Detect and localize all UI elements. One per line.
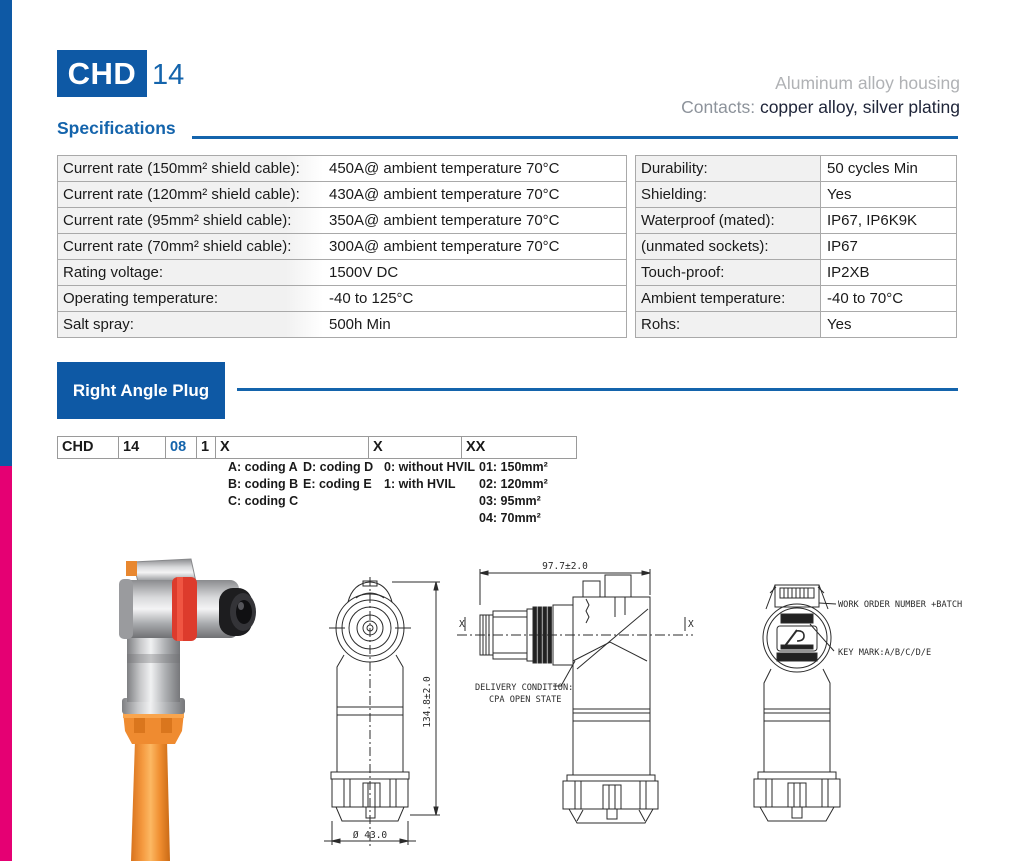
- coding-line: D: coding D: [303, 460, 374, 474]
- spec-value: Yes: [821, 312, 956, 337]
- spec-value: 1500V DC: [323, 260, 626, 285]
- coding-column-letters-2: [303, 459, 373, 493]
- accent-bar-blue: [0, 0, 12, 466]
- coding-column-letters-1: [228, 459, 298, 510]
- spec-value: 500h Min: [323, 312, 626, 337]
- coding-column-cable-size: [479, 459, 548, 527]
- delivery-condition-line2: CPA OPEN STATE: [489, 695, 562, 705]
- part-number-table: [57, 436, 577, 459]
- spec-value: 430A@ ambient temperature 70°C: [323, 182, 626, 207]
- table-row: [58, 312, 626, 338]
- front-diameter-dimension: Ø 43.0: [352, 830, 388, 841]
- coding-line: 0: without HVIL: [384, 460, 475, 474]
- spec-value: IP2XB: [821, 260, 956, 285]
- front-view-drawing: [300, 557, 480, 857]
- spec-label: Salt spray:: [58, 312, 323, 337]
- table-row: [58, 156, 626, 182]
- table-row: [636, 234, 956, 260]
- table-row: [636, 182, 956, 208]
- coding-line: 1: with HVIL: [384, 477, 456, 491]
- table-row: [636, 208, 956, 234]
- specifications-rule: [192, 136, 958, 139]
- part-cell: XX: [466, 439, 486, 455]
- contacts-note: [681, 95, 960, 119]
- side-width-dimension: 97.7±2.0: [542, 561, 588, 572]
- spec-label: Current rate (70mm² shield cable):: [58, 234, 323, 259]
- table-row: [636, 286, 956, 312]
- coding-line: 04: 70mm²: [479, 511, 541, 525]
- spec-label: Shielding:: [636, 182, 821, 207]
- right-angle-plug-rule: [237, 388, 958, 391]
- contacts-value: copper alloy, silver plating: [759, 97, 960, 117]
- spec-table-right: [635, 155, 957, 338]
- spec-value: 50 cycles Min: [821, 156, 956, 181]
- coding-line: E: coding E: [303, 477, 372, 491]
- spec-label: Ambient temperature:: [636, 286, 821, 311]
- front-height-dimension: 134.8±2.0: [422, 676, 433, 728]
- spec-label: Current rate (150mm² shield cable):: [58, 156, 323, 181]
- series-size: 14: [152, 59, 185, 91]
- accent-bar-pink: [0, 466, 12, 861]
- coding-column-hvil: [384, 459, 475, 493]
- right-angle-plug-title: Right Angle Plug: [72, 380, 210, 400]
- series-badge-label: CHD: [67, 55, 137, 91]
- spec-label: Durability:: [636, 156, 821, 181]
- header-notes: [681, 71, 960, 119]
- delivery-condition-line1: DELIVERY CONDITION:: [475, 683, 574, 693]
- contacts-prefix: Contacts:: [681, 97, 760, 117]
- spec-label: Rohs:: [636, 312, 821, 337]
- coding-line: A: coding A: [228, 460, 298, 474]
- spec-value: IP67: [821, 234, 956, 259]
- spec-value: -40 to 70°C: [821, 286, 956, 311]
- part-cell: X: [369, 437, 462, 458]
- part-cell: 08: [166, 437, 197, 458]
- spec-label: Operating temperature:: [58, 286, 323, 311]
- spec-label: Current rate (120mm² shield cable):: [58, 182, 323, 207]
- table-row: [58, 182, 626, 208]
- table-row: [636, 260, 956, 286]
- rear-view-drawing: [720, 557, 965, 857]
- table-row: [58, 208, 626, 234]
- coding-line: 02: 120mm²: [479, 477, 548, 491]
- part-cell: CHD: [58, 437, 119, 458]
- spec-value: IP67, IP6K9K: [821, 208, 956, 233]
- table-row: [58, 286, 626, 312]
- part-cell: 1: [197, 437, 216, 458]
- part-cell: X: [216, 437, 369, 458]
- specifications-title: Specifications: [57, 118, 176, 138]
- part-cell: 14: [119, 437, 166, 458]
- key-mark-label: KEY MARK:A/B/C/D/E: [838, 648, 932, 658]
- spec-label: Rating voltage:: [58, 260, 323, 285]
- spec-value: -40 to 125°C: [323, 286, 626, 311]
- housing-note: Aluminum alloy housing: [775, 73, 960, 93]
- series-badge: [57, 50, 147, 97]
- coding-line: B: coding B: [228, 477, 299, 491]
- spec-value: Yes: [821, 182, 956, 207]
- product-photo: [95, 550, 310, 861]
- coding-line: 01: 150mm²: [479, 460, 548, 474]
- coding-line: C: coding C: [228, 494, 299, 508]
- spec-label: Touch-proof:: [636, 260, 821, 285]
- table-row: [636, 156, 956, 182]
- section-mark-left: X: [459, 619, 465, 630]
- work-order-label: WORK ORDER NUMBER +BATCH: [838, 600, 963, 610]
- spec-label: (unmated sockets):: [636, 234, 821, 259]
- spec-table-left: [57, 155, 627, 338]
- coding-line: 03: 95mm²: [479, 494, 541, 508]
- section-mark-right: X: [688, 619, 694, 630]
- spec-value: 300A@ ambient temperature 70°C: [323, 234, 626, 259]
- side-view-drawing: [455, 557, 695, 857]
- spec-value: 450A@ ambient temperature 70°C: [323, 156, 626, 181]
- table-row: [58, 234, 626, 260]
- right-angle-plug-badge: [57, 362, 225, 419]
- table-row: [58, 260, 626, 286]
- spec-value: 350A@ ambient temperature 70°C: [323, 208, 626, 233]
- spec-label: Waterproof (mated):: [636, 208, 821, 233]
- table-row: [636, 312, 956, 338]
- spec-label: Current rate (95mm² shield cable):: [58, 208, 323, 233]
